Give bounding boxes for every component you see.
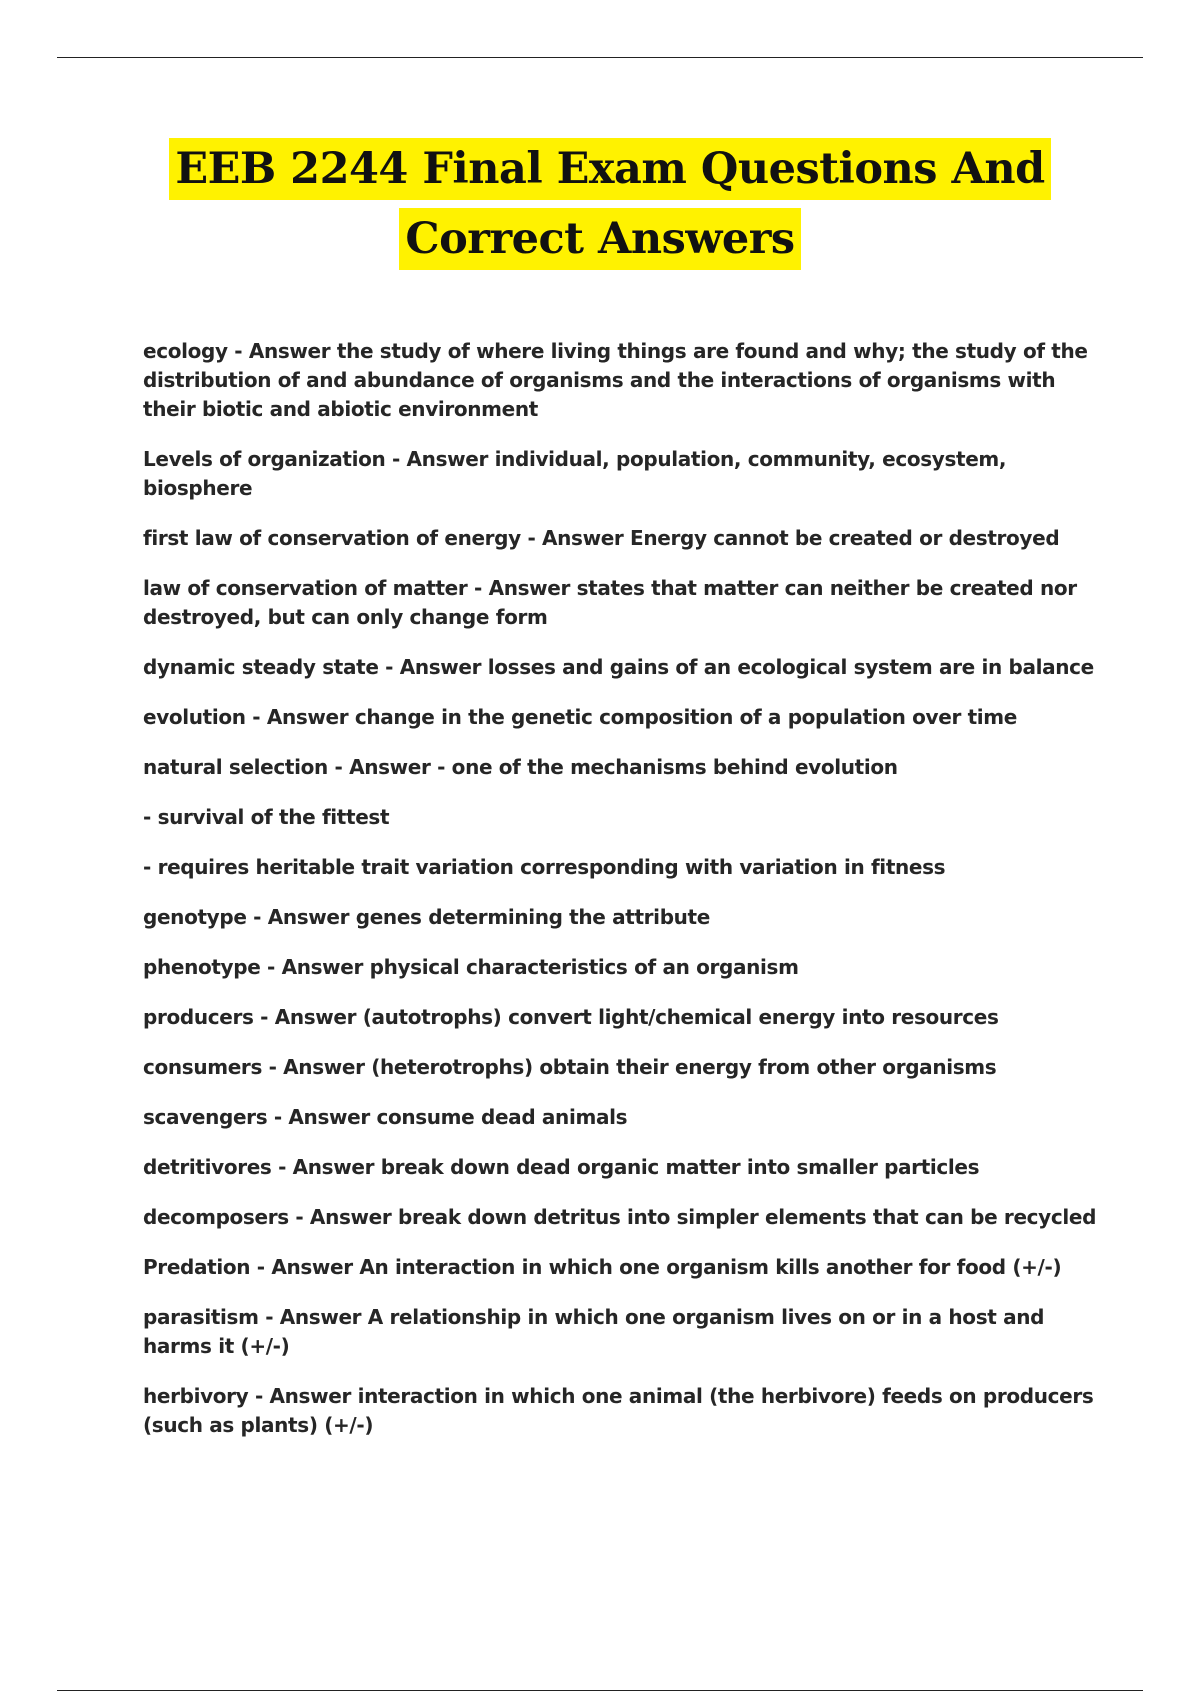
- qa-entry: producers - Answer (autotrophs) convert light/chemical energy into resources: [143, 1005, 999, 1029]
- qa-entry: decomposers - Answer break down detritus into simpler elements that can be recycled: [143, 1205, 1097, 1229]
- qa-entry: genotype - Answer genes determining the attribute: [143, 905, 710, 929]
- qa-entry: evolution - Answer change in the genetic composition of a population over time: [143, 705, 1017, 729]
- title-line-2: Correct Answers: [399, 208, 800, 270]
- qa-entry: phenotype - Answer physical characteristics of an organism: [143, 955, 799, 979]
- qa-entry: - survival of the fittest: [143, 805, 390, 829]
- qa-entry: natural selection - Answer - one of the mechanisms behind evolution: [143, 755, 898, 779]
- qa-entry: first law of conservation of energy - Answer Energy cannot be created or destroyed: [143, 526, 1060, 550]
- qa-entry: detritivores - Answer break down dead organic matter into smaller particles: [143, 1155, 980, 1179]
- title-line-1: EEB 2244 Final Exam Questions And: [169, 138, 1050, 200]
- qa-entry: - requires heritable trait variation corresponding with variation in fitness: [143, 855, 946, 879]
- qa-entry: parasitism - Answer A relationship in which one organism lives on or in a host and harms it (+/-): [143, 1305, 1045, 1358]
- qa-entry: scavengers - Answer consume dead animals: [143, 1105, 628, 1129]
- qa-entry: consumers - Answer (heterotrophs) obtain their energy from other organisms: [143, 1055, 997, 1079]
- qa-entry: Predation - Answer An interaction in which one organism kills another for food (+/-): [143, 1255, 1062, 1279]
- qa-list: [143, 337, 1098, 1461]
- bottom-divider: [57, 1690, 1143, 1691]
- qa-entry: law of conservation of matter - Answer states that matter can neither be created nor destroyed, but can only change form: [143, 576, 1077, 629]
- qa-entry: Levels of organization - Answer individual, population, community, ecosystem, biosphere: [143, 447, 1007, 500]
- qa-entry: herbivory - Answer interaction in which one animal (the herbivore) feeds on producers (such as plants) (+/-): [143, 1384, 1094, 1437]
- qa-entry: dynamic steady state - Answer losses and gains of an ecological system are in balance: [143, 655, 1094, 679]
- top-divider: [57, 57, 1143, 58]
- document-title: [0, 138, 1200, 270]
- qa-entry: ecology - Answer the study of where living things are found and why; the study of the distribution of and abundance of organisms and the interactions of organisms with their biotic and abiotic environment: [143, 339, 1088, 421]
